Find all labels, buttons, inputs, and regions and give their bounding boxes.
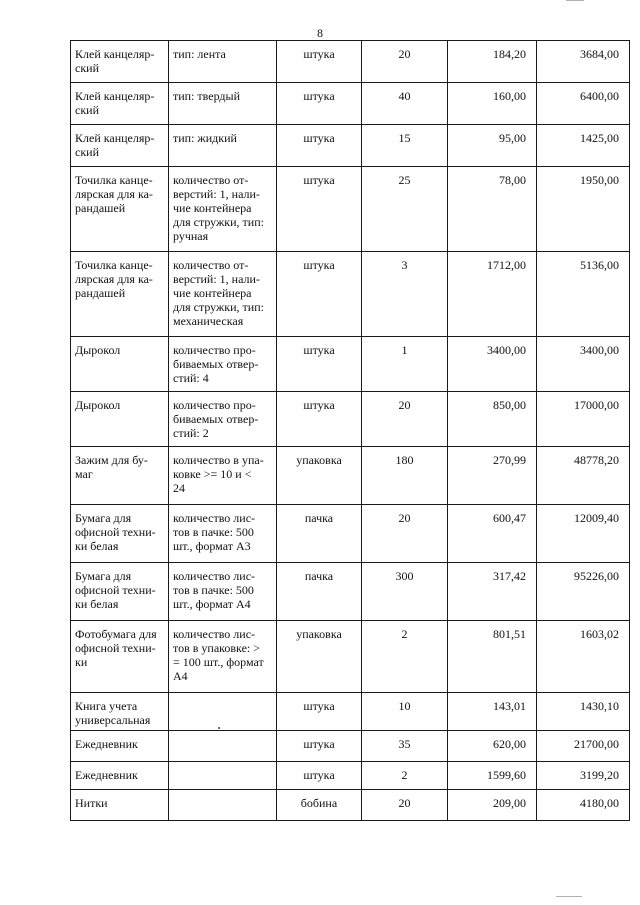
- goods-table: [70, 40, 630, 821]
- item-sum-cell: [537, 83, 630, 125]
- item-name-cell: [71, 125, 169, 167]
- item-name-text: Клей канцеляр- ский: [75, 47, 155, 75]
- table-row: [71, 505, 630, 563]
- item-name-text: Дырокол: [75, 398, 121, 412]
- item-unit-text: штука: [303, 258, 335, 272]
- item-unit-text: штука: [303, 89, 335, 103]
- item-spec-cell: [169, 392, 277, 447]
- item-name-cell: [71, 693, 169, 731]
- item-price-cell: [448, 41, 537, 83]
- item-qty-cell: [362, 790, 448, 821]
- table-row: [71, 790, 630, 821]
- item-name-cell: [71, 167, 169, 252]
- item-spec-text: количество лис- тов в пачке: 500 шт., формат А3: [173, 511, 256, 553]
- item-unit-cell: [277, 447, 362, 505]
- item-qty-cell: [362, 621, 448, 693]
- item-name-text: Нитки: [75, 796, 108, 810]
- item-spec-text: тип: жидкий: [173, 131, 237, 145]
- item-qty-cell: [362, 125, 448, 167]
- item-sum-text: 1430,10: [580, 699, 619, 713]
- item-price-text: 801,51: [493, 627, 526, 641]
- item-name-cell: [71, 505, 169, 563]
- item-spec-cell: [169, 505, 277, 563]
- item-sum-text: 1425,00: [580, 131, 619, 145]
- item-qty-text: 10: [398, 699, 411, 713]
- item-spec-cell: [169, 621, 277, 693]
- item-qty-cell: [362, 693, 448, 731]
- item-price-text: 600,47: [493, 511, 526, 525]
- item-name-cell: [71, 337, 169, 392]
- item-qty-text: 20: [398, 511, 411, 525]
- item-unit-text: бобина: [300, 796, 338, 810]
- item-unit-text: штука: [303, 699, 335, 713]
- item-sum-text: 3684,00: [580, 47, 619, 61]
- item-unit-cell: [277, 337, 362, 392]
- item-price-text: 78,00: [499, 173, 526, 187]
- item-qty-cell: [362, 563, 448, 621]
- item-name-cell: [71, 252, 169, 337]
- item-name-cell: [71, 83, 169, 125]
- item-qty-text: 20: [398, 796, 411, 810]
- item-spec-text: количество про- биваемых отвер- стий: 4: [173, 343, 259, 385]
- item-name-text: Зажим для бу- маг: [75, 453, 148, 481]
- item-sum-text: 21700,00: [574, 737, 619, 751]
- item-price-cell: [448, 563, 537, 621]
- item-sum-cell: [537, 790, 630, 821]
- item-qty-cell: [362, 392, 448, 447]
- item-unit-text: штука: [303, 398, 335, 412]
- item-price-cell: [448, 447, 537, 505]
- item-sum-cell: [537, 621, 630, 693]
- item-unit-text: штука: [303, 131, 335, 145]
- item-name-text: Бумага для офисной техни- ки белая: [75, 511, 156, 553]
- item-unit-cell: [277, 790, 362, 821]
- item-price-cell: [448, 337, 537, 392]
- item-sum-cell: [537, 252, 630, 337]
- item-qty-text: 15: [398, 131, 411, 145]
- item-name-text: Точилка канце- лярская для ка- рандашей: [75, 258, 153, 300]
- item-qty-text: 2: [401, 627, 408, 641]
- scan-artifact-bottom: [556, 896, 582, 900]
- item-unit-cell: [277, 83, 362, 125]
- item-name-cell: [71, 762, 169, 790]
- item-sum-cell: [537, 731, 630, 762]
- item-sum-cell: [537, 337, 630, 392]
- table-row: [71, 392, 630, 447]
- item-price-text: 184,20: [493, 47, 526, 61]
- item-price-text: 1599,60: [487, 768, 526, 782]
- item-spec-cell: [169, 337, 277, 392]
- item-sum-text: 1603,02: [580, 627, 619, 641]
- item-price-cell: [448, 167, 537, 252]
- item-qty-cell: [362, 167, 448, 252]
- item-sum-cell: [537, 41, 630, 83]
- item-price-cell: [448, 621, 537, 693]
- item-qty-text: 3: [401, 258, 408, 272]
- item-qty-cell: [362, 83, 448, 125]
- item-unit-text: упаковка: [296, 627, 342, 641]
- item-qty-cell: [362, 252, 448, 337]
- item-qty-cell: [362, 762, 448, 790]
- item-spec-text: количество от- верстий: 1, нали- чие контейнера для стружки, тип: механическая: [173, 258, 264, 328]
- item-unit-cell: [277, 563, 362, 621]
- item-unit-text: пачка: [304, 511, 334, 525]
- item-name-cell: [71, 41, 169, 83]
- item-name-text: Дырокол: [75, 343, 121, 357]
- item-sum-text: 4180,00: [580, 796, 619, 810]
- item-name-text: Клей канцеляр- ский: [75, 89, 155, 117]
- item-spec-cell: [169, 125, 277, 167]
- scan-artifact-top: [566, 0, 584, 5]
- table-row: [71, 252, 630, 337]
- item-name-text: Фотобумага для офисной техни- ки: [75, 627, 157, 669]
- item-qty-cell: [362, 447, 448, 505]
- goods-table-body: [71, 41, 630, 821]
- item-qty-cell: [362, 41, 448, 83]
- item-price-text: 95,00: [499, 131, 526, 145]
- item-unit-cell: [277, 693, 362, 731]
- item-sum-cell: [537, 167, 630, 252]
- table-row: [71, 621, 630, 693]
- item-price-text: 160,00: [493, 89, 526, 103]
- scan-speck: [218, 727, 220, 729]
- item-price-text: 1712,00: [487, 258, 526, 272]
- table-row: [71, 125, 630, 167]
- item-spec-cell: [169, 167, 277, 252]
- item-spec-text: количество про- биваемых отвер- стий: 2: [173, 398, 259, 440]
- item-sum-cell: [537, 125, 630, 167]
- item-name-cell: [71, 731, 169, 762]
- item-name-cell: [71, 447, 169, 505]
- item-qty-cell: [362, 731, 448, 762]
- item-unit-cell: [277, 762, 362, 790]
- item-sum-text: 17000,00: [574, 398, 619, 412]
- item-qty-text: 20: [398, 398, 411, 412]
- item-qty-text: 2: [401, 768, 408, 782]
- item-spec-cell: [169, 790, 277, 821]
- item-sum-cell: [537, 505, 630, 563]
- item-qty-text: 40: [398, 89, 411, 103]
- item-name-cell: [71, 563, 169, 621]
- item-price-cell: [448, 505, 537, 563]
- item-price-text: 209,00: [493, 796, 526, 810]
- item-name-cell: [71, 790, 169, 821]
- item-spec-cell: [169, 762, 277, 790]
- item-sum-text: 95226,00: [574, 569, 619, 583]
- item-price-text: 620,00: [493, 737, 526, 751]
- item-name-text: Книга учета универсальная: [75, 699, 151, 727]
- item-unit-cell: [277, 505, 362, 563]
- table-row: [71, 337, 630, 392]
- item-sum-text: 3199,20: [580, 768, 619, 782]
- item-sum-text: 48778,20: [574, 453, 619, 467]
- item-name-text: Ежедневник: [75, 737, 138, 751]
- item-price-cell: [448, 790, 537, 821]
- item-name-cell: [71, 392, 169, 447]
- item-spec-cell: [169, 731, 277, 762]
- item-spec-cell: [169, 252, 277, 337]
- item-spec-text: тип: твердый: [173, 89, 241, 103]
- item-name-text: Ежедневник: [75, 768, 138, 782]
- table-row: [71, 693, 630, 731]
- item-unit-text: упаковка: [296, 453, 342, 467]
- item-spec-cell: [169, 447, 277, 505]
- item-spec-text: тип: лента: [173, 47, 226, 61]
- item-price-cell: [448, 83, 537, 125]
- item-unit-cell: [277, 731, 362, 762]
- item-unit-cell: [277, 125, 362, 167]
- item-spec-cell: [169, 563, 277, 621]
- item-unit-cell: [277, 621, 362, 693]
- item-sum-text: 5136,00: [580, 258, 619, 272]
- item-name-text: Точилка канце- лярская для ка- рандашей: [75, 173, 153, 215]
- table-row: [71, 731, 630, 762]
- item-spec-cell: [169, 693, 277, 731]
- item-sum-text: 3400,00: [580, 343, 619, 357]
- item-qty-cell: [362, 337, 448, 392]
- item-unit-text: штука: [303, 173, 335, 187]
- item-spec-text: количество лис- тов в пачке: 500 шт., формат А4: [173, 569, 256, 611]
- item-price-cell: [448, 731, 537, 762]
- page-number: 8: [317, 26, 323, 40]
- item-unit-cell: [277, 252, 362, 337]
- item-sum-text: 1950,00: [580, 173, 619, 187]
- item-qty-text: 35: [398, 737, 411, 751]
- item-price-cell: [448, 693, 537, 731]
- item-spec-text: количество лис- тов в упаковке: > = 100 шт., формат А4: [173, 627, 264, 683]
- item-unit-text: штука: [303, 737, 335, 751]
- table-row: [71, 167, 630, 252]
- item-name-text: Клей канцеляр- ский: [75, 131, 155, 159]
- item-price-text: 3400,00: [487, 343, 526, 357]
- table-row: [71, 83, 630, 125]
- item-unit-cell: [277, 41, 362, 83]
- item-price-cell: [448, 392, 537, 447]
- item-price-cell: [448, 252, 537, 337]
- table-row: [71, 563, 630, 621]
- item-spec-cell: [169, 41, 277, 83]
- item-spec-text: количество в упа- ковке >= 10 и < 24: [173, 453, 264, 495]
- item-unit-text: штука: [303, 768, 335, 782]
- item-price-text: 270,99: [493, 453, 526, 467]
- item-sum-cell: [537, 447, 630, 505]
- item-price-text: 143,01: [493, 699, 526, 713]
- item-sum-text: 12009,40: [574, 511, 619, 525]
- item-sum-cell: [537, 693, 630, 731]
- item-unit-text: штука: [303, 343, 335, 357]
- item-unit-cell: [277, 167, 362, 252]
- item-qty-text: 1: [401, 343, 408, 357]
- item-name-cell: [71, 621, 169, 693]
- item-spec-text: количество от- верстий: 1, нали- чие контейнера для стружки, тип: ручная: [173, 173, 264, 243]
- item-sum-text: 6400,00: [580, 89, 619, 103]
- item-qty-text: 20: [398, 47, 411, 61]
- item-price-text: 850,00: [493, 398, 526, 412]
- item-qty-text: 25: [398, 173, 411, 187]
- item-spec-cell: [169, 83, 277, 125]
- item-sum-cell: [537, 762, 630, 790]
- item-sum-cell: [537, 563, 630, 621]
- table-row: [71, 41, 630, 83]
- item-unit-cell: [277, 392, 362, 447]
- item-qty-text: 300: [395, 569, 414, 583]
- table-row: [71, 447, 630, 505]
- item-name-text: Бумага для офисной техни- ки белая: [75, 569, 156, 611]
- item-unit-text: штука: [303, 47, 335, 61]
- item-unit-text: пачка: [304, 569, 334, 583]
- item-sum-cell: [537, 392, 630, 447]
- item-qty-text: 180: [395, 453, 414, 467]
- item-qty-cell: [362, 505, 448, 563]
- table-row: [71, 762, 630, 790]
- item-price-cell: [448, 762, 537, 790]
- item-price-cell: [448, 125, 537, 167]
- item-price-text: 317,42: [493, 569, 526, 583]
